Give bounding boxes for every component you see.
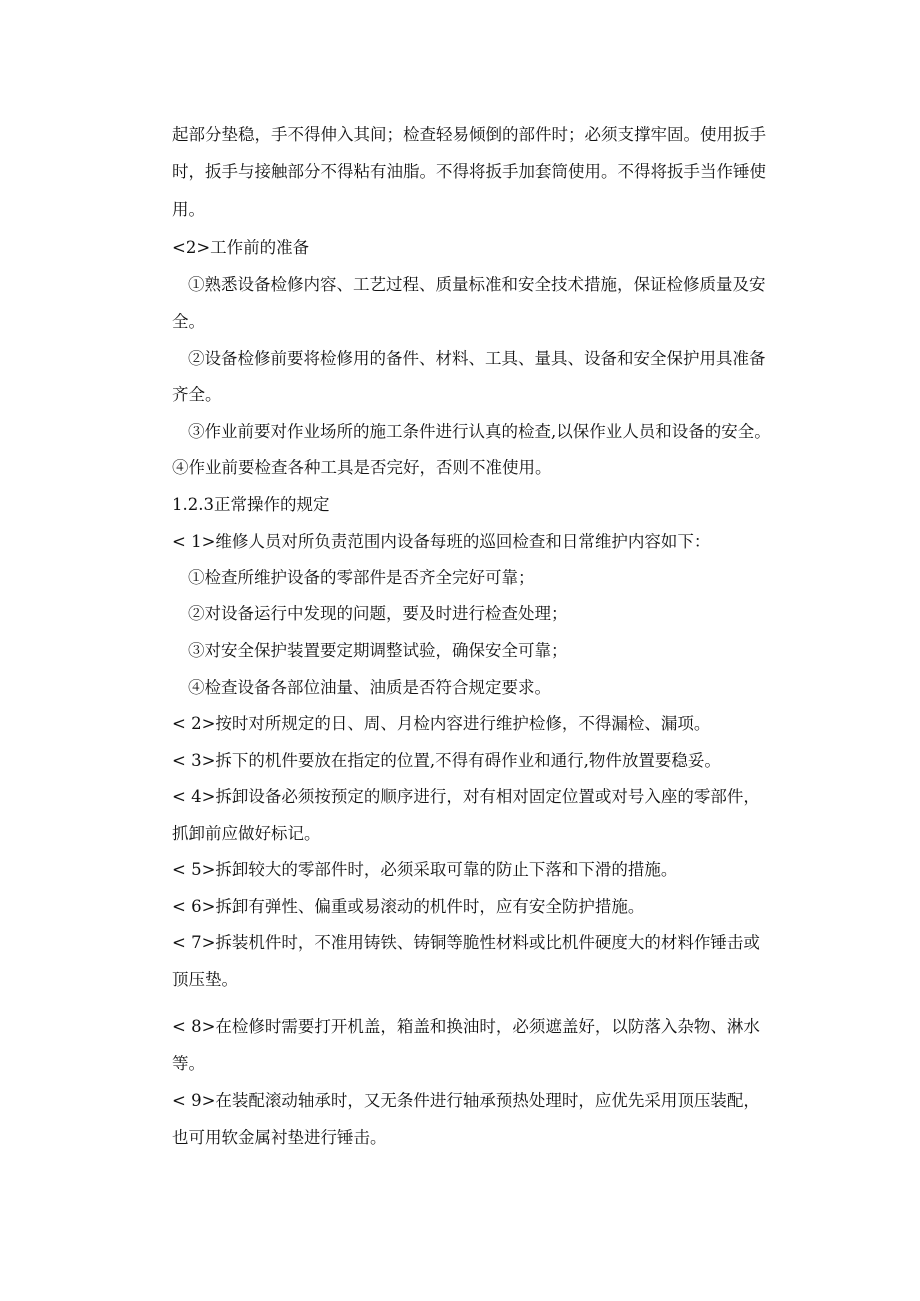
text-line: < 3>拆下的机件要放在指定的位置,不得有碍作业和通行,物件放置要稳妥。 (172, 751, 721, 770)
text-line: ①熟悉设备检修内容、工艺过程、质量标准和安全技术措施，保证检修质量及安 (188, 275, 766, 294)
text-line: < 4>拆卸设备必须按预定的顺序进行，对有相对固定位置或对号入座的零部件， (172, 787, 760, 806)
text-line: 全。 (172, 312, 205, 331)
text-line: 起部分垫稳，手不得伸入其间；检查轻易倾倒的部件时；必须支撑牢固。使用扳手 (172, 125, 766, 144)
text-line: ③对安全保护装置要定期调整试验，确保安全可靠； (188, 641, 568, 660)
text-line: ②设备检修前要将检修用的备件、材料、工具、量具、设备和安全保护用具准备 (188, 349, 766, 368)
text-line: 顶压垫。 (172, 970, 238, 989)
text-line: 抓卸前应做好标记。 (172, 824, 321, 843)
text-line: ③作业前要对作业场所的施工条件进行认真的检查,以保作业人员和设备的安全。 (188, 422, 771, 441)
text-line: < 9>在装配滚动轴承时，又无条件进行轴承预热处理时，应优先采用顶压装配， (172, 1091, 760, 1110)
text-line: ①检查所维护设备的零部件是否齐全完好可靠； (188, 568, 535, 587)
text-line: < 2>按时对所规定的日、周、月检内容进行维护检修，不得漏检、漏项。 (172, 714, 711, 733)
text-line: < 7>拆装机件时，不准用铸铁、铸铜等脆性材料或比机件硬度大的材料作锤击或 (172, 933, 760, 952)
text-line: < 8>在检修时需要打开机盖，箱盖和换油时，必须遮盖好，以防落入杂物、淋水 (172, 1017, 760, 1036)
section-heading: 1.2.3正常操作的规定 (172, 495, 330, 514)
text-line: ④作业前要检查各种工具是否完好，否则不准使用。 (172, 458, 552, 477)
text-line: ②对设备运行中发现的问题，要及时进行检查处理； (188, 604, 568, 623)
section-heading: <2>工作前的准备 (172, 238, 310, 257)
text-line: 齐全。 (172, 385, 222, 404)
text-line: 时，扳手与接触部分不得粘有油脂。不得将扳手加套筒使用。不得将扳手当作锤使 (172, 162, 766, 181)
text-line: < 6>拆卸有弹性、偏重或易滚动的机件时，应有安全防护措施。 (172, 897, 645, 916)
text-line: 用。 (172, 200, 205, 219)
text-line: 等。 (172, 1054, 205, 1073)
text-line: < 1>维修人员对所负责范围内设备每班的巡回检查和日常维护内容如下： (172, 532, 711, 551)
text-line: 也可用软金属衬垫进行锤击。 (172, 1128, 387, 1147)
text-line: ④检查设备各部位油量、油质是否符合规定要求。 (188, 678, 551, 697)
text-line: < 5>拆卸较大的零部件时，必须采取可靠的防止下落和下滑的措施。 (172, 860, 678, 879)
